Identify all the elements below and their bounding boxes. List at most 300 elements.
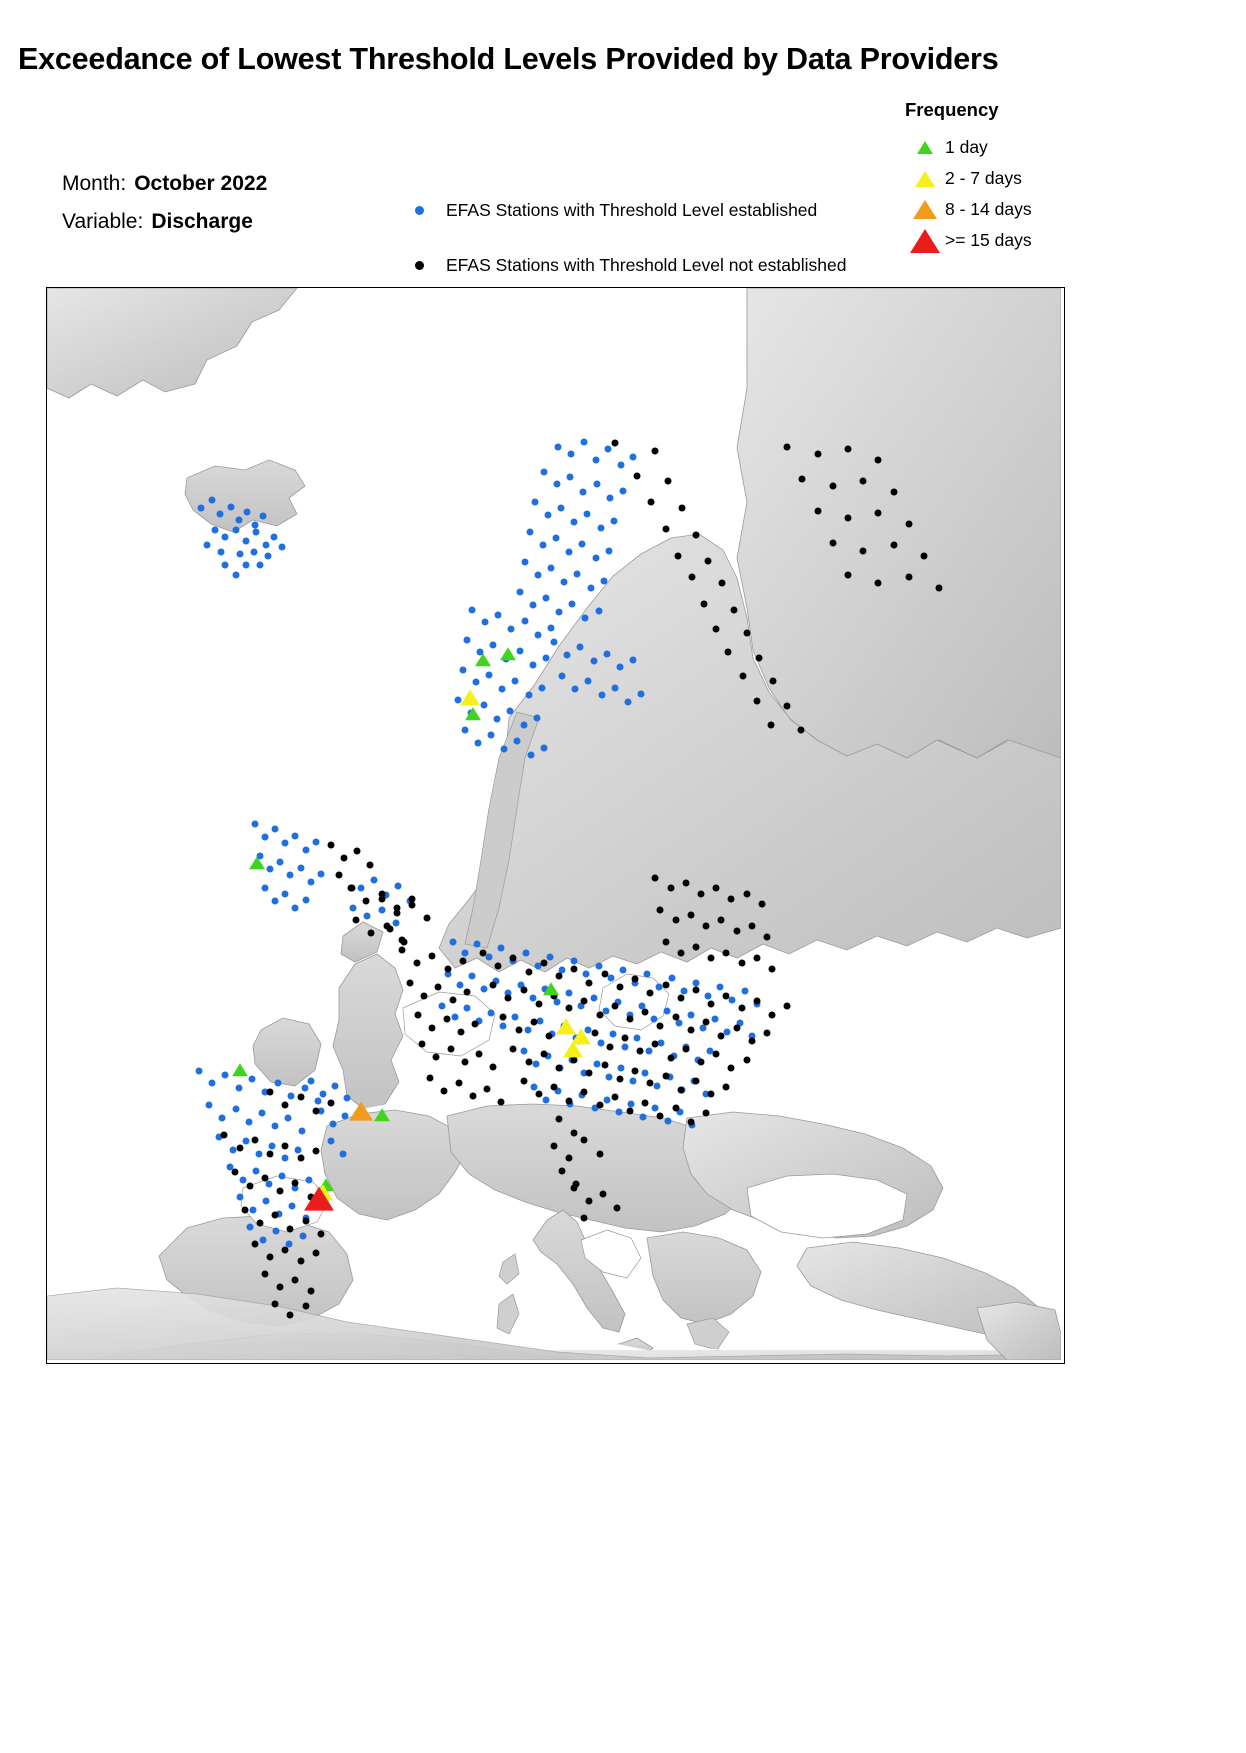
station-point-established [232, 527, 239, 534]
station-point-established [305, 1176, 312, 1183]
station-point-established [271, 533, 278, 540]
station-point-not-established [262, 1174, 269, 1181]
station-point-not-established [596, 1011, 603, 1018]
station-point-not-established [297, 1094, 304, 1101]
frequency-legend-title: Frequency [905, 99, 999, 120]
station-point-established [590, 658, 597, 665]
station-point-not-established [708, 955, 715, 962]
station-point-established [259, 513, 266, 520]
station-point-established [456, 981, 463, 988]
station-point-not-established [767, 722, 774, 729]
station-point-not-established [682, 879, 689, 886]
station-point-not-established [566, 1155, 573, 1162]
station-point-not-established [221, 1131, 228, 1138]
station-point-established [307, 878, 314, 885]
station-point-established [546, 953, 553, 960]
station-point-not-established [733, 928, 740, 935]
station-point-established [602, 1007, 609, 1014]
station-point-established [577, 644, 584, 651]
station-point-not-established [672, 1105, 679, 1112]
station-point-established [668, 975, 675, 982]
station-point-established [542, 1096, 549, 1103]
station-point-established [663, 1007, 670, 1014]
station-point-established [292, 904, 299, 911]
station-point-established [473, 941, 480, 948]
month-row [62, 172, 267, 210]
page-title: Exceedance of Lowest Threshold Levels Provided by Data Providers [18, 42, 999, 76]
station-point-established [272, 898, 279, 905]
station-point-not-established [307, 1288, 314, 1295]
station-point-established [263, 542, 270, 549]
station-point-not-established [312, 1108, 319, 1115]
station-point-not-established [875, 456, 882, 463]
station-point-not-established [784, 443, 791, 450]
station-point-not-established [571, 1185, 578, 1192]
europe-efas-station-map [46, 287, 1065, 1364]
station-point-established [619, 966, 626, 973]
station-point-not-established [703, 1110, 710, 1117]
station-point-established [566, 548, 573, 555]
station-point-not-established [611, 1003, 618, 1010]
station-point-established [544, 512, 551, 519]
station-point-established [529, 994, 536, 1001]
station-point-not-established [713, 885, 720, 892]
station-point-not-established [705, 558, 712, 565]
station-point-established [547, 624, 554, 631]
station-point-established [265, 553, 272, 560]
station-legend-label: EFAS Stations with Threshold Level not established [446, 255, 847, 275]
station-point-not-established [302, 1217, 309, 1224]
station-point-established [524, 1026, 531, 1033]
station-point-established [204, 542, 211, 549]
station-point-not-established [713, 1051, 720, 1058]
station-point-not-established [475, 1051, 482, 1058]
station-point-established [209, 497, 216, 504]
station-point-not-established [738, 960, 745, 967]
station-point-established [534, 632, 541, 639]
station-point-established [539, 542, 546, 549]
station-point-not-established [642, 1008, 649, 1015]
station-point-not-established [688, 574, 695, 581]
station-point-established [717, 983, 724, 990]
station-point-not-established [662, 981, 669, 988]
station-point-established [583, 971, 590, 978]
station-point-established [512, 1013, 519, 1020]
station-point-established [540, 744, 547, 751]
station-legend-item-established [415, 183, 846, 238]
station-point-established [243, 509, 250, 516]
station-point-not-established [687, 1026, 694, 1033]
station-point-established [664, 1117, 671, 1124]
station-point-not-established [692, 1078, 699, 1085]
station-point-established [593, 1061, 600, 1068]
station-point-established [282, 890, 289, 897]
station-point-not-established [353, 917, 360, 924]
station-point-not-established [581, 1215, 588, 1222]
station-point-established [209, 1080, 216, 1087]
station-point-established [530, 1083, 537, 1090]
station-point-not-established [647, 990, 654, 997]
station-point-not-established [692, 944, 699, 951]
station-point-established [619, 487, 626, 494]
station-point-established [499, 685, 506, 692]
station-point-established [551, 638, 558, 645]
station-point-not-established [515, 1026, 522, 1033]
station-legend-item-not-established [415, 238, 846, 293]
station-point-not-established [743, 890, 750, 897]
station-point-not-established [627, 1016, 634, 1023]
station-point-not-established [421, 992, 428, 999]
station-point-established [392, 919, 399, 926]
station-point-established [494, 715, 501, 722]
station-point-established [516, 648, 523, 655]
station-point-not-established [687, 1119, 694, 1126]
station-point-not-established [525, 1058, 532, 1065]
station-point-established [394, 883, 401, 890]
station-point-established [692, 979, 699, 986]
station-point-not-established [692, 531, 699, 538]
station-point-established [547, 564, 554, 571]
station-point-not-established [611, 1094, 618, 1101]
station-point-established [729, 996, 736, 1003]
station-point-not-established [586, 1198, 593, 1205]
station-point-established [236, 1194, 243, 1201]
station-point-established [449, 938, 456, 945]
station-point-not-established [520, 1078, 527, 1085]
station-point-established [595, 962, 602, 969]
station-point-established [222, 533, 229, 540]
station-point-not-established [667, 1054, 674, 1061]
station-point-established [206, 1101, 213, 1108]
station-point-established [242, 537, 249, 544]
station-point-not-established [905, 520, 912, 527]
station-legend [415, 183, 846, 293]
station-point-not-established [447, 1046, 454, 1053]
station-point-not-established [798, 726, 805, 733]
station-point-established [378, 906, 385, 913]
station-point-not-established [398, 947, 405, 954]
station-point-established [654, 1082, 661, 1089]
station-point-not-established [662, 526, 669, 533]
station-point-not-established [498, 1098, 505, 1105]
station-point-not-established [875, 510, 882, 517]
station-point-established [607, 975, 614, 982]
station-point-established [256, 561, 263, 568]
exceedance-triangle-marker [543, 982, 559, 995]
station-point-not-established [637, 1048, 644, 1055]
station-point-established [584, 511, 591, 518]
station-point-established [232, 1106, 239, 1113]
station-point-established [590, 994, 597, 1001]
station-point-established [222, 561, 229, 568]
station-point-established [488, 1009, 495, 1016]
station-point-not-established [606, 1043, 613, 1050]
station-point-not-established [677, 1086, 684, 1093]
station-point-not-established [463, 989, 470, 996]
station-point-not-established [743, 1056, 750, 1063]
station-point-not-established [731, 606, 738, 613]
station-point-established [675, 1020, 682, 1027]
station-point-not-established [723, 1083, 730, 1090]
station-point-established [227, 503, 234, 510]
station-point-established [287, 872, 294, 879]
station-point-not-established [429, 1024, 436, 1031]
station-point-established [468, 973, 475, 980]
station-point-established [217, 511, 224, 518]
station-point-established [592, 555, 599, 562]
station-point-established [486, 953, 493, 960]
station-point-not-established [647, 1080, 654, 1087]
station-point-not-established [875, 579, 882, 586]
station-point-not-established [652, 1040, 659, 1047]
station-point-established [481, 986, 488, 993]
station-point-not-established [611, 440, 618, 447]
station-point-established [638, 691, 645, 698]
station-point-established [262, 885, 269, 892]
station-point-established [532, 1061, 539, 1068]
station-point-not-established [725, 649, 732, 656]
station-point-established [572, 685, 579, 692]
station-point-not-established [231, 1169, 238, 1176]
station-point-established [272, 826, 279, 833]
station-point-established [580, 488, 587, 495]
station-point-not-established [784, 703, 791, 710]
frequency-legend-label: >= 15 days [945, 230, 1032, 250]
station-point-not-established [921, 553, 928, 560]
station-point-not-established [367, 861, 374, 868]
station-point-not-established [728, 1065, 735, 1072]
station-point-not-established [616, 983, 623, 990]
station-point-established [640, 1113, 647, 1120]
station-point-not-established [520, 987, 527, 994]
station-point-established [542, 594, 549, 601]
station-point-established [597, 525, 604, 532]
station-point-not-established [845, 445, 852, 452]
station-point-established [463, 1005, 470, 1012]
station-point-not-established [571, 965, 578, 972]
station-point-established [495, 611, 502, 618]
station-point-established [463, 636, 470, 643]
station-point-not-established [443, 1016, 450, 1023]
station-point-established [242, 1138, 249, 1145]
station-point-established [687, 1011, 694, 1018]
station-point-not-established [414, 960, 421, 967]
station-point-established [514, 738, 521, 745]
station-point-established [302, 897, 309, 904]
station-point-not-established [525, 968, 532, 975]
station-point-not-established [287, 1226, 294, 1233]
station-point-established [621, 1043, 628, 1050]
station-point-established [350, 904, 357, 911]
station-point-not-established [674, 553, 681, 560]
station-point-not-established [627, 1108, 634, 1115]
station-point-not-established [586, 1069, 593, 1076]
station-point-established [617, 461, 624, 468]
station-point-not-established [341, 855, 348, 862]
station-point-not-established [692, 987, 699, 994]
station-point-not-established [461, 1058, 468, 1065]
map-info-block [62, 172, 267, 248]
station-point-not-established [621, 1035, 628, 1042]
station-point-established [275, 1080, 282, 1087]
station-point-not-established [718, 917, 725, 924]
station-point-established [542, 654, 549, 661]
station-point-established [307, 1078, 314, 1085]
station-point-not-established [551, 1142, 558, 1149]
station-point-established [282, 1155, 289, 1162]
station-point-not-established [312, 1147, 319, 1154]
station-point-established [340, 1151, 347, 1158]
station-point-not-established [829, 483, 836, 490]
frequency-legend [905, 99, 1032, 256]
blue-dot-icon [415, 206, 424, 215]
station-point-established [269, 1142, 276, 1149]
station-point-not-established [251, 1137, 258, 1144]
station-point-established [501, 745, 508, 752]
station-point-not-established [860, 477, 867, 484]
station-point-not-established [599, 1190, 606, 1197]
station-point-not-established [282, 1246, 289, 1253]
station-point-established [250, 548, 257, 555]
station-point-not-established [613, 1204, 620, 1211]
station-point-established [461, 726, 468, 733]
station-point-established [617, 1065, 624, 1072]
station-point-not-established [251, 1241, 258, 1248]
station-point-not-established [246, 1183, 253, 1190]
station-point-not-established [648, 499, 655, 506]
triangle-icon-yellow [905, 171, 945, 187]
station-point-not-established [272, 1212, 279, 1219]
station-point-not-established [267, 1151, 274, 1158]
station-point-not-established [433, 1053, 440, 1060]
station-point-established [597, 1039, 604, 1046]
station-point-not-established [814, 451, 821, 458]
station-point-not-established [415, 1011, 422, 1018]
station-point-not-established [601, 1062, 608, 1069]
station-point-not-established [556, 1115, 563, 1122]
exceedance-triangle-marker [563, 1042, 583, 1058]
station-point-not-established [682, 1046, 689, 1053]
station-point-not-established [687, 912, 694, 919]
station-point-established [255, 1151, 262, 1158]
station-point-established [277, 858, 284, 865]
station-point-established [439, 1003, 446, 1010]
station-point-established [251, 821, 258, 828]
station-point-established [605, 1073, 612, 1080]
station-point-established [299, 1232, 306, 1239]
station-point-not-established [535, 1091, 542, 1098]
exceedance-triangle-marker [374, 1108, 390, 1121]
station-point-not-established [723, 949, 730, 956]
station-point-established [561, 578, 568, 585]
station-point-established [741, 988, 748, 995]
station-point-not-established [441, 1087, 448, 1094]
station-point-established [521, 618, 528, 625]
station-point-established [212, 527, 219, 534]
station-point-not-established [739, 673, 746, 680]
station-point-not-established [354, 847, 361, 854]
station-point-established [285, 1114, 292, 1121]
station-point-not-established [723, 992, 730, 999]
station-point-established [259, 1236, 266, 1243]
station-point-not-established [672, 1013, 679, 1020]
station-point-not-established [677, 949, 684, 956]
month-label: Month: [62, 172, 127, 195]
station-point-established [468, 606, 475, 613]
frequency-legend-label: 8 - 14 days [945, 199, 1032, 219]
station-point-not-established [905, 574, 912, 581]
station-point-established [595, 607, 602, 614]
station-point-not-established [596, 1151, 603, 1158]
station-point-established [522, 949, 529, 956]
station-point-not-established [495, 962, 502, 969]
station-point-established [292, 832, 299, 839]
station-point-established [529, 662, 536, 669]
station-point-not-established [393, 909, 400, 916]
station-point-established [312, 839, 319, 846]
station-point-not-established [317, 1230, 324, 1237]
station-point-established [642, 1069, 649, 1076]
station-point-not-established [763, 1030, 770, 1037]
station-point-not-established [490, 1064, 497, 1071]
station-point-established [579, 541, 586, 548]
station-point-established [526, 529, 533, 536]
station-point-not-established [327, 1099, 334, 1106]
station-point-not-established [657, 906, 664, 913]
station-point-established [585, 678, 592, 685]
station-point-established [605, 547, 612, 554]
station-point-not-established [634, 472, 641, 479]
station-point-not-established [758, 901, 765, 908]
station-point-not-established [435, 983, 442, 990]
station-point-not-established [556, 1065, 563, 1072]
variable-label: Variable: [62, 210, 144, 233]
station-point-not-established [535, 1001, 542, 1008]
station-point-not-established [566, 1005, 573, 1012]
station-point-not-established [559, 1168, 566, 1175]
station-point-established [342, 1112, 349, 1119]
station-point-not-established [449, 996, 456, 1003]
station-point-not-established [652, 874, 659, 881]
station-point-not-established [566, 1097, 573, 1104]
station-point-established [370, 876, 377, 883]
station-point-not-established [510, 955, 517, 962]
station-point-not-established [753, 697, 760, 704]
station-point-established [564, 651, 571, 658]
station-point-established [314, 1097, 321, 1104]
station-point-not-established [551, 1083, 558, 1090]
station-point-established [239, 1176, 246, 1183]
station-point-established [581, 439, 588, 446]
station-point-not-established [363, 898, 370, 905]
station-point-established [630, 656, 637, 663]
station-point-not-established [701, 601, 708, 608]
station-point-established [218, 548, 225, 555]
station-point-not-established [713, 625, 720, 632]
station-point-established [533, 714, 540, 721]
station-point-not-established [657, 1022, 664, 1029]
triangle-icon-green [905, 141, 945, 154]
station-point-established [606, 495, 613, 502]
station-point-not-established [718, 1033, 725, 1040]
station-point-established [344, 1095, 351, 1102]
station-point-established [461, 949, 468, 956]
station-point-established [245, 1119, 252, 1126]
station-point-established [474, 739, 481, 746]
station-point-established [630, 1078, 637, 1085]
station-point-established [451, 1013, 458, 1020]
station-point-established [329, 1121, 336, 1128]
